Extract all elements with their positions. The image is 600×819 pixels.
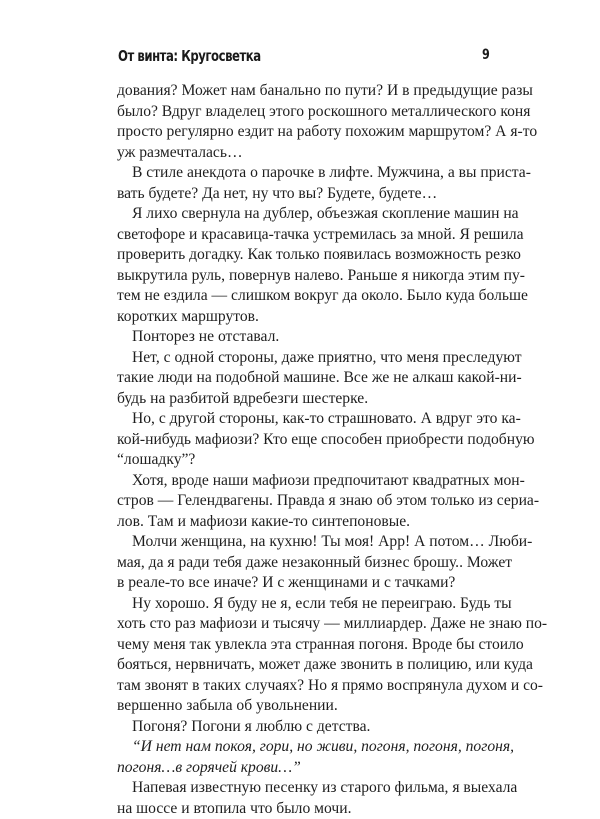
text-line: В стиле анекдота о парочке в лифте. Мужчина, а вы приста- — [117, 163, 493, 184]
text-line: было? Вдруг владелец этого роскошного металлического коня — [117, 102, 493, 123]
text-line: будь на разбитой вдребезги шестерке. — [117, 389, 493, 410]
text-line: Погоня? Погони я люблю с детства. — [117, 717, 493, 738]
text-line: там звонят в таких случаях? Но я прямо воспрянула духом и со- — [117, 676, 493, 697]
text-line: лов. Там и мафиози какие-то синтепоновые. — [117, 512, 493, 533]
text-line: такие люди на подобной машине. Все же не алкаш какой-ни- — [117, 368, 493, 389]
text-line: мая, да я ради тебя даже незаконный бизнес брошу.. Может — [117, 553, 493, 574]
text-line: проверить догадку. Как только появилась возможность резко — [117, 245, 493, 266]
text-line: хоть сто раз мафиози и тысячу — миллиардер. Даже не знаю по- — [117, 614, 493, 635]
text-line: Ну хорошо. Я буду не я, если тебя не переиграю. Будь ты — [117, 594, 493, 615]
text-line: “И нет нам покоя, гори, но живи, погоня, погоня, погоня, — [117, 737, 493, 758]
text-line: Понторез не отставал. — [117, 327, 493, 348]
running-header — [118, 47, 496, 71]
text-line: вершенно забыла об увольнении. — [117, 696, 493, 717]
text-line: на шоссе и втопила что было мочи. — [117, 799, 493, 819]
text-line: Нет, с одной стороны, даже приятно, что меня преследуют — [117, 348, 493, 369]
text-line: Молчи женщина, на кухню! Ты моя! Арр! А потом… Люби- — [117, 532, 493, 553]
text-line: тем не ездила — слишком вокруг да около. Было куда больше — [117, 286, 493, 307]
page-number: 9 — [482, 47, 490, 63]
text-line: чему меня так увлекла эта странная погоня. Вроде бы стоило — [117, 635, 493, 656]
text-line: кой-нибудь мафиози? Кто еще способен приобрести подобную — [117, 430, 493, 451]
text-line: Хотя, вроде наши мафиози предпочитают квадратных мон- — [117, 471, 493, 492]
text-line: просто регулярно ездит на работу похожим маршрутом? А я-то — [117, 122, 493, 143]
text-line: дования? Может нам банально по пути? И в предыдущие разы — [117, 81, 493, 102]
text-line: уж размечталась… — [117, 143, 493, 164]
running-title: От винта: Кругосветка — [118, 47, 261, 65]
text-line: “лошадку”? — [117, 450, 493, 471]
text-line: погоня…в горячей крови…” — [117, 758, 493, 779]
text-line: в реале-то все иначе? И с женщинами и с тачками? — [117, 573, 493, 594]
text-line: коротких маршрутов. — [117, 307, 493, 328]
text-line: выкрутила руль, повернув налево. Раньше я никогда этим пу- — [117, 266, 493, 287]
text-line: вать будете? Да нет, ну что вы? Будете, будете… — [117, 184, 493, 205]
text-line: Но, с другой стороны, как-то страшновато. А вдруг это ка- — [117, 409, 493, 430]
text-line: светофоре и красавица-тачка устремилась за мной. Я решила — [117, 225, 493, 246]
text-line: Я лихо свернула на дублер, объезжая скопление машин на — [117, 204, 493, 225]
text-line: Напевая известную песенку из старого фильма, я выехала — [117, 778, 493, 799]
text-line: стров — Гелендвагены. Правда я знаю об этом только из сериа- — [117, 491, 493, 512]
body-text — [117, 81, 493, 819]
text-line: бояться, нервничать, может даже звонить в полицию, или куда — [117, 655, 493, 676]
